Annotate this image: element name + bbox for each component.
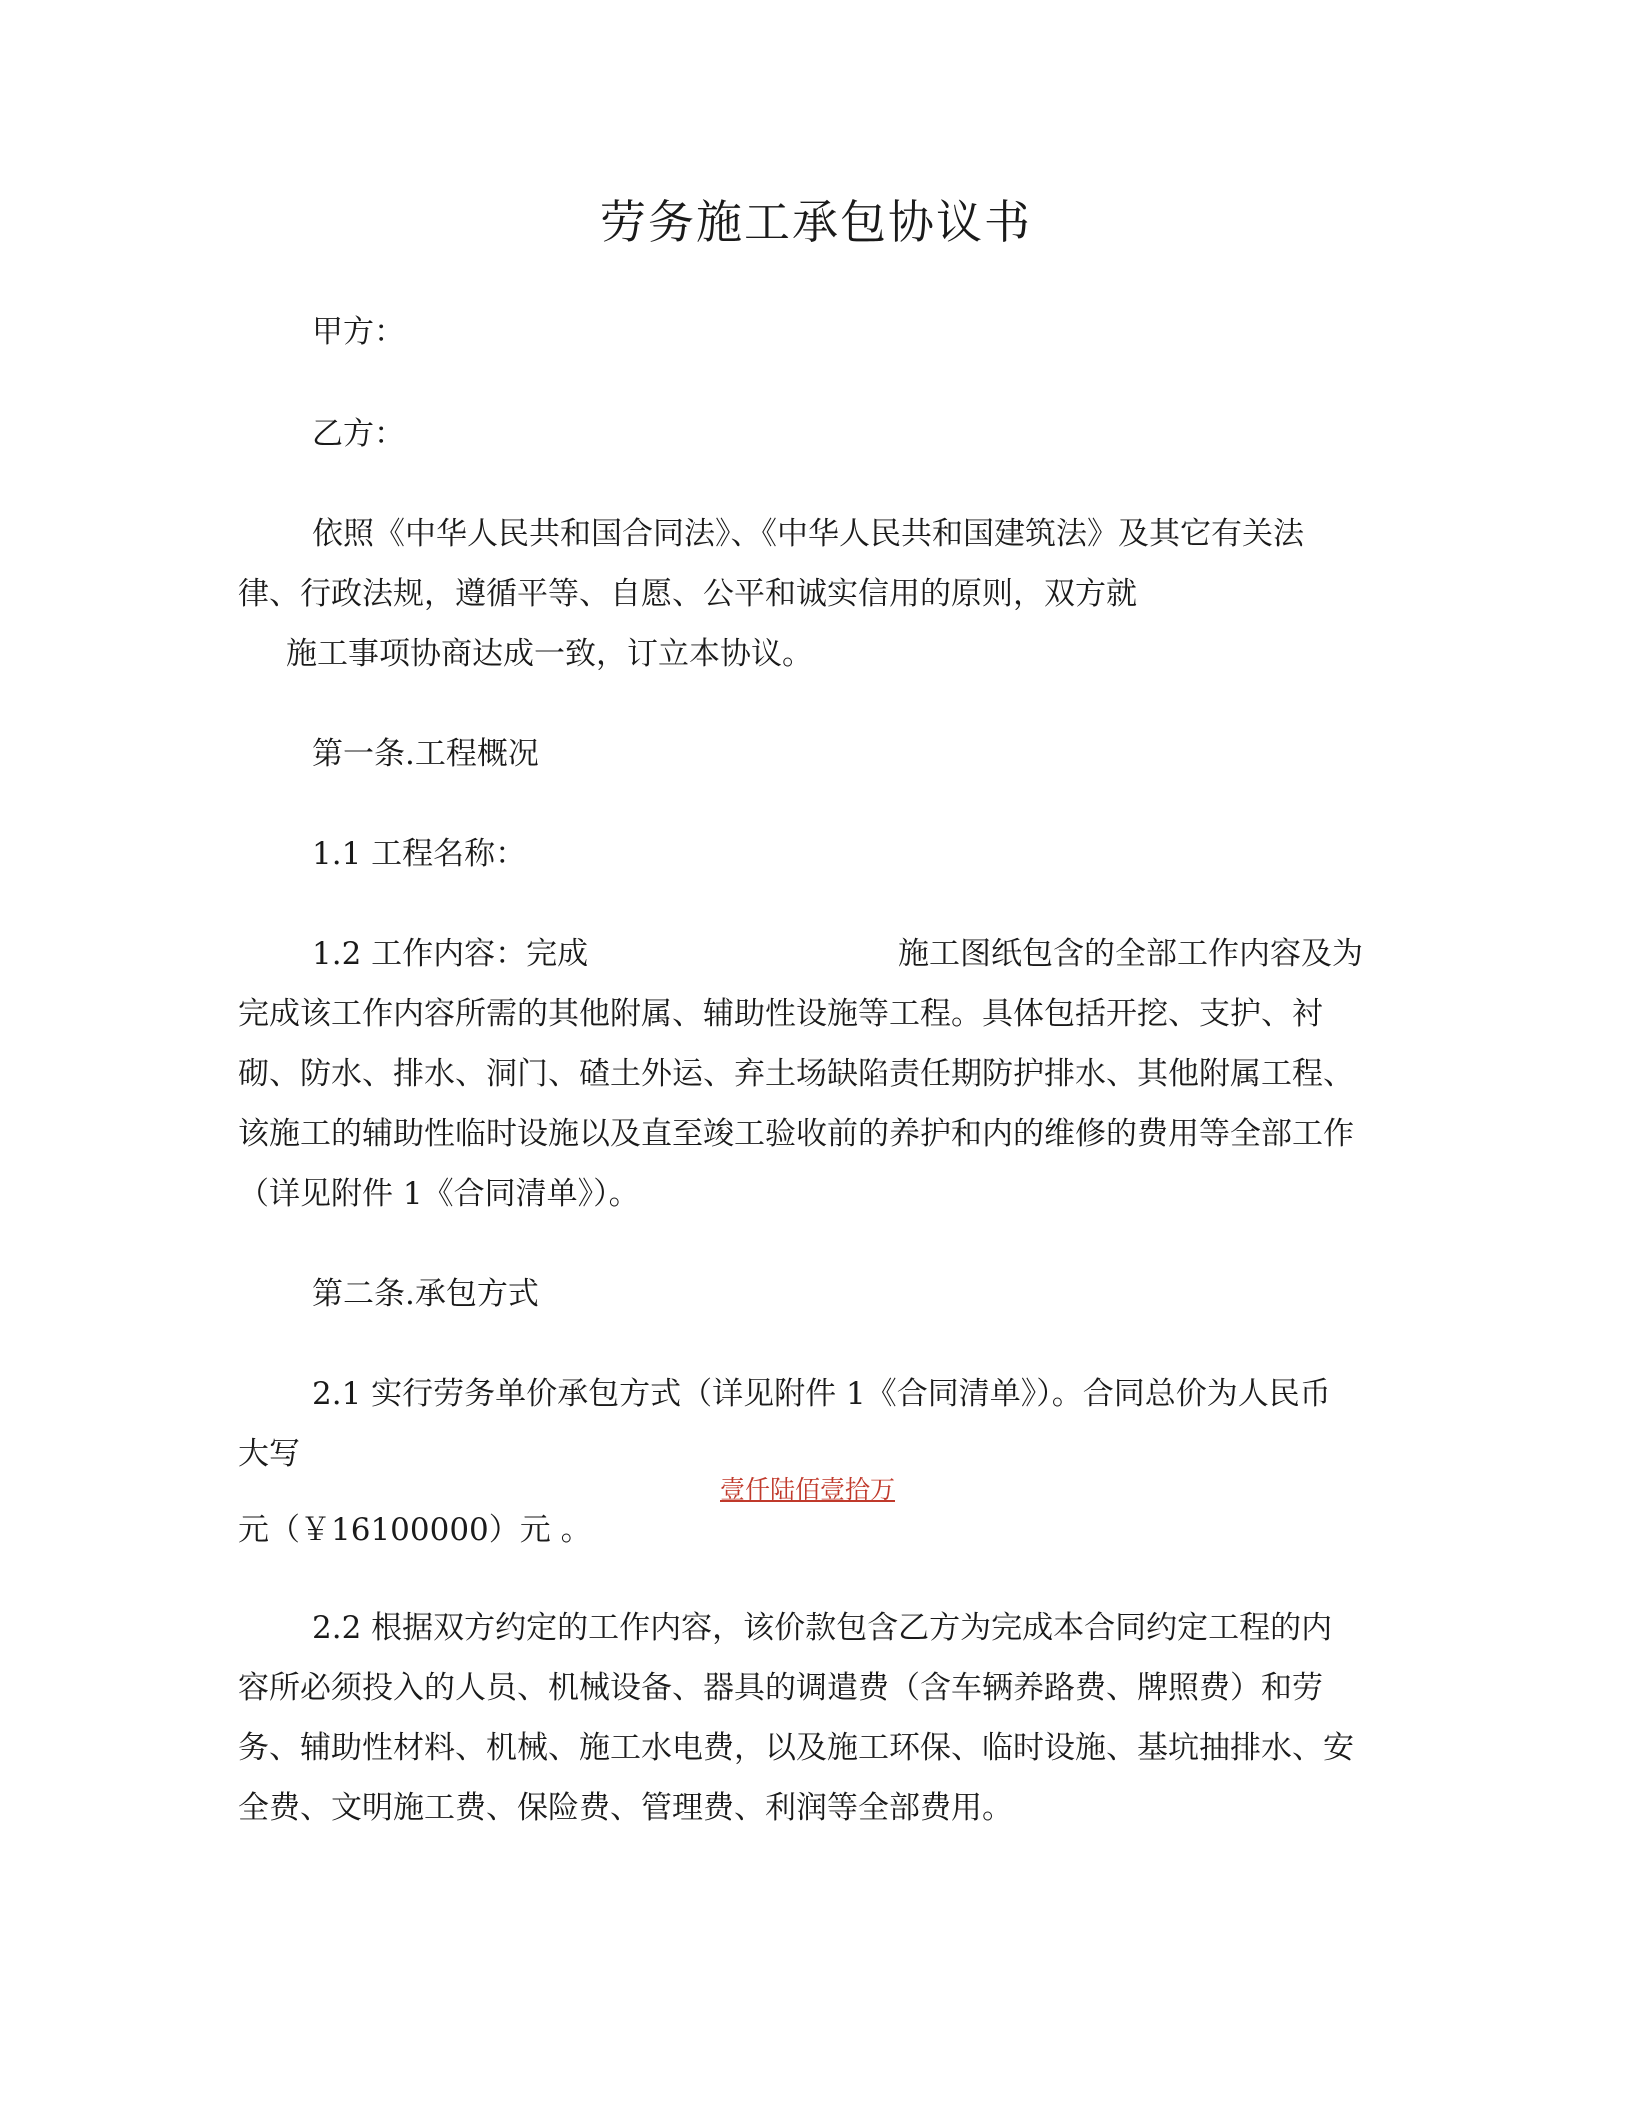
- item-1-2-line: 砌、防水、排水、洞门、碴土外运、弃土场缺陷责任期防护排水、其他附属工程、: [238, 1056, 1354, 1092]
- item-2-2-line: 容所必须投入的人员、机械设备、器具的调遣费（含车辆养路费、牌照费）和劳: [238, 1670, 1323, 1706]
- item-2-1-line-2: 大写: [238, 1436, 300, 1472]
- item-2-1-line-3: 元（￥16100000）元 。: [238, 1512, 592, 1548]
- item-1-2-line: 完成该工作内容所需的其他附属、辅助性设施等工程。具体包括开挖、支护、衬: [238, 996, 1323, 1032]
- item-1-2-suffix: 施工图纸包含的全部工作内容及为: [898, 936, 1363, 972]
- item-1-2-body: [238, 984, 1354, 1224]
- preamble-line-3: 施工事项协商达成一致，订立本协议。: [286, 636, 813, 672]
- item-1-2-line: 该施工的辅助性临时设施以及直至竣工验收前的养护和内的维修的费用等全部工作: [238, 1116, 1354, 1152]
- amount-in-words: 壹仟陆佰壹拾万: [720, 1475, 896, 1504]
- item-2-2-body: [238, 1658, 1354, 1838]
- item-1-2-line: （详见附件 1《合同清单》）。: [238, 1176, 640, 1212]
- preamble-line-1: 依照《中华人民共和国合同法》、《中华人民共和国建筑法》及其它有关法: [312, 516, 1304, 552]
- item-1-2-prefix: 1.2 工作内容：完成: [312, 936, 589, 972]
- party-a-label: 甲方：: [312, 314, 405, 350]
- item-2-1-line-1: 2.1 实行劳务单价承包方式（详见附件 1《合同清单》）。合同总价为人民币: [312, 1376, 1331, 1412]
- item-2-2-line: 全费、文明施工费、保险费、管理费、利润等全部费用。: [238, 1790, 1013, 1826]
- party-b-label: 乙方：: [312, 416, 405, 452]
- article-2-heading: 第二条.承包方式: [312, 1276, 539, 1312]
- document-title: 劳务施工承包协议书: [600, 195, 1032, 249]
- preamble-line-2: 律、行政法规，遵循平等、自愿、公平和诚实信用的原则，双方就: [238, 576, 1137, 612]
- item-2-2-line-1: 2.2 根据双方约定的工作内容，该价款包含乙方为完成本合同约定工程的内: [312, 1610, 1333, 1646]
- item-1-1: 1.1 工程名称：: [312, 836, 527, 872]
- item-2-2-line: 务、辅助性材料、机械、施工水电费，以及施工环保、临时设施、基坑抽排水、安: [238, 1730, 1354, 1766]
- article-1-heading: 第一条.工程概况: [312, 736, 539, 772]
